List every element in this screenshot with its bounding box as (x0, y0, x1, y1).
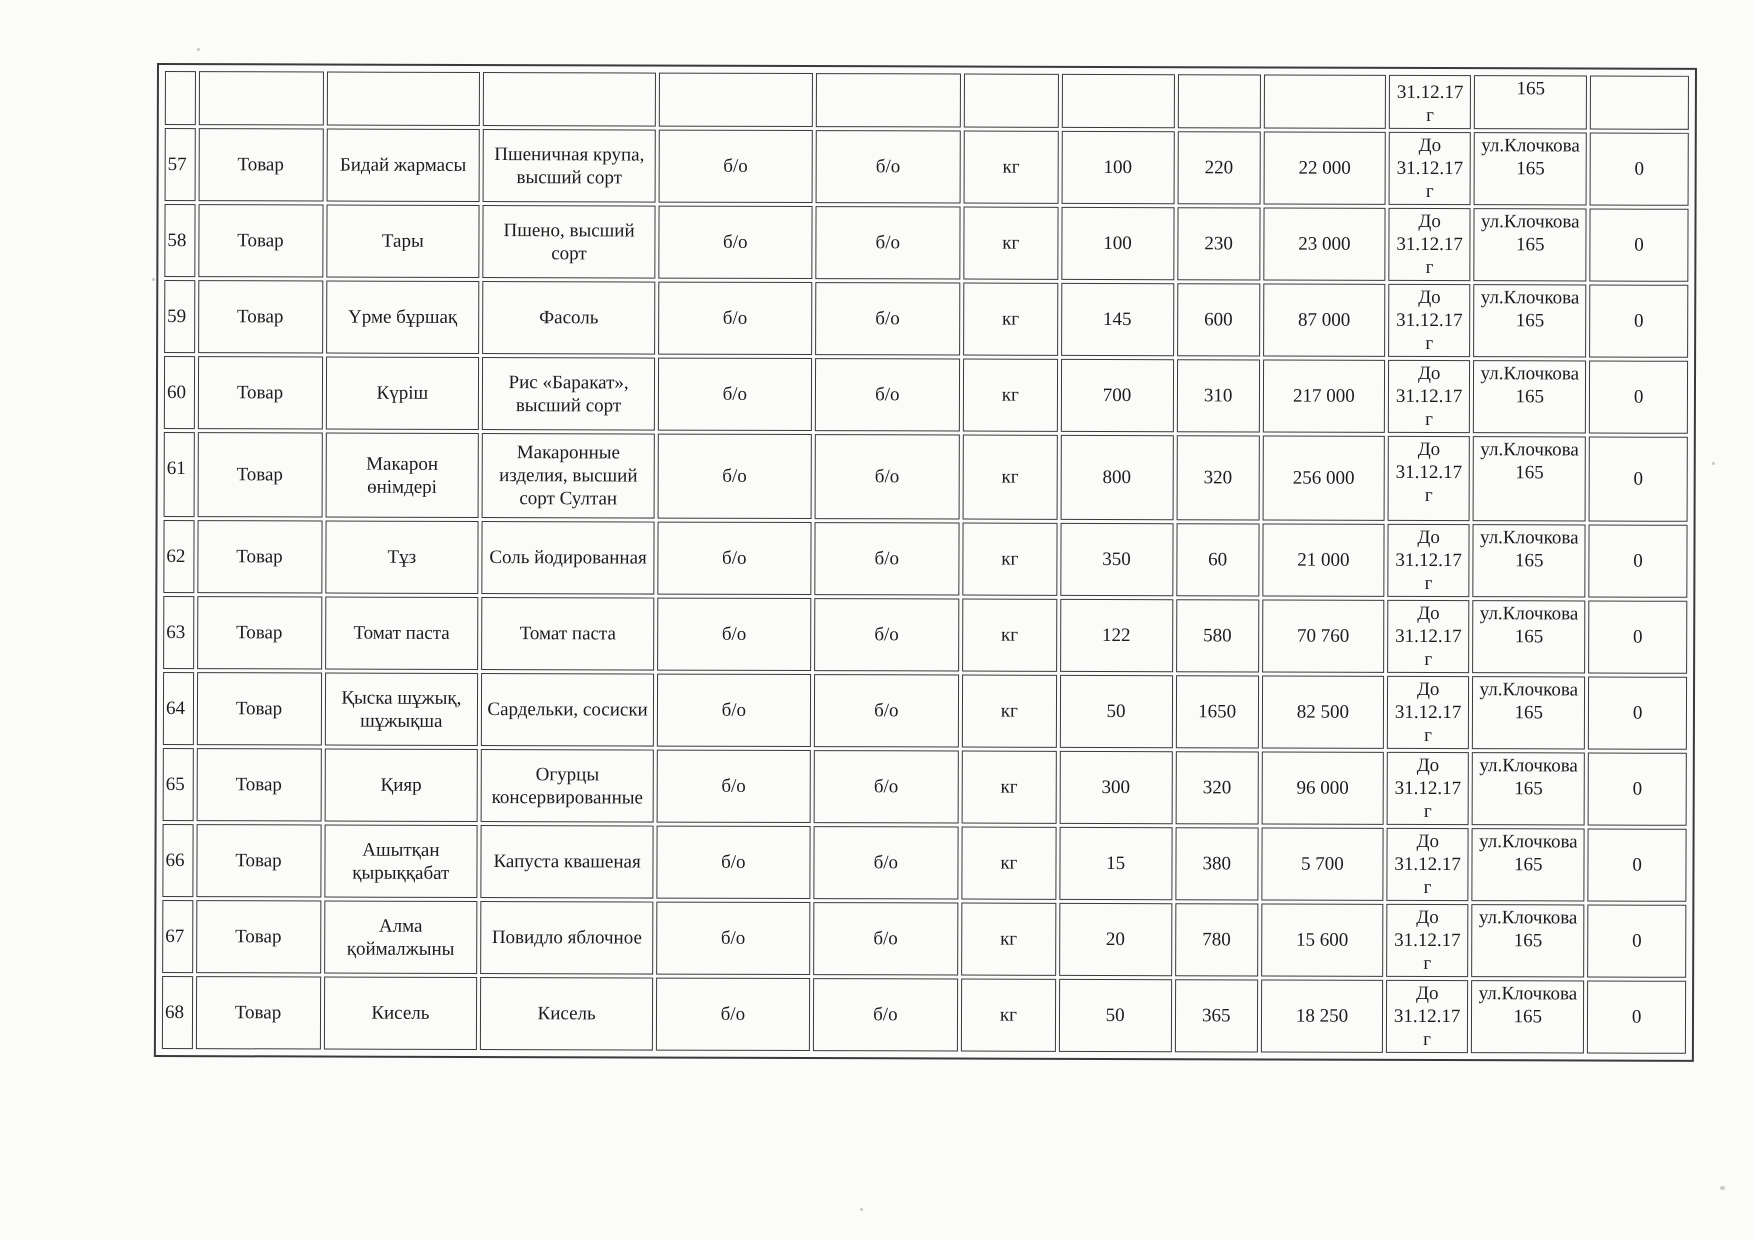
cell-unit-price: 60 (1176, 523, 1260, 596)
cell-quantity: 122 (1060, 599, 1173, 672)
cell-delivery-place-line: ул.Клочкова (1481, 211, 1580, 233)
cell-unit-price: 320 (1175, 751, 1259, 824)
scan-speck (197, 48, 200, 51)
cell-delivery-term (1387, 600, 1470, 673)
cell-delivery-place-line: ул.Клочкова (1481, 135, 1580, 157)
procurement-table (159, 68, 1692, 1057)
cell-name-russian-line: Сардельки, сосиски (487, 699, 648, 721)
cell-delivery-place-line: 165 (1513, 930, 1543, 952)
cell-name-kazakh-line: қырыққабат (352, 862, 450, 884)
cell-quantity: 300 (1059, 751, 1172, 824)
cell-row-number: 68 (162, 976, 193, 1049)
cell-name-russian (482, 357, 655, 431)
cell-delivery-place-line: 165 (1514, 626, 1544, 648)
cell-extra-characteristic: б/о (813, 750, 959, 823)
cell-name-kazakh-line: Алма (378, 915, 423, 937)
table-body (162, 71, 1689, 1054)
cell-quantity: 20 (1059, 903, 1172, 976)
cell-delivery-term-line: г (1423, 1028, 1432, 1051)
cell-item-type: Товар (198, 204, 323, 277)
cell-total-sum: 87 000 (1263, 283, 1385, 356)
cell-delivery-term-line: г (1425, 332, 1434, 355)
cell-name-russian-line: высший сорт (515, 394, 622, 416)
cell-name-kazakh-line: Макарон (366, 453, 439, 475)
cell-unit: кг (962, 675, 1057, 748)
cell-unit: кг (963, 283, 1058, 356)
cell-name-russian-line: Макаронные (516, 442, 621, 464)
cell-delivery-term-line: 31.12.17 (1395, 385, 1463, 408)
cell-row-number: 60 (164, 356, 195, 429)
cell-name-russian-line: изделия, высший (499, 465, 638, 487)
cell-delivery-term (1388, 360, 1471, 433)
cell-delivery-term-line: До (1418, 134, 1442, 157)
cell-total-sum: 82 500 (1262, 675, 1384, 748)
cell-advance-payment: 0 (1587, 980, 1686, 1053)
cell-extra-characteristic: б/о (814, 598, 960, 671)
table-row (164, 432, 1688, 522)
cell-delivery-term-line: До (1416, 678, 1440, 701)
cell-unit-price: 365 (1174, 979, 1258, 1052)
cell-extra-characteristic: б/о (815, 206, 961, 279)
cell-delivery-place-line: 165 (1513, 1006, 1543, 1028)
cell-delivery-term-line: 31.12.17 (1394, 777, 1462, 800)
cell-unit: кг (961, 979, 1056, 1052)
cell-characteristic: б/о (657, 750, 811, 823)
scan-speck (1720, 1186, 1725, 1190)
cell-row-number: 66 (162, 824, 193, 897)
cell-name-kazakh-line: қоймалжыны (346, 938, 455, 960)
cell-extra-characteristic: б/о (813, 902, 959, 975)
cell-delivery-place (1472, 828, 1585, 901)
cell-empty (1177, 74, 1261, 128)
cell-name-russian (481, 597, 654, 671)
cell-empty (483, 72, 656, 127)
cell-advance-payment: 0 (1588, 601, 1687, 674)
cell-quantity: 100 (1061, 131, 1174, 204)
cell-delivery-term (1387, 676, 1470, 749)
cell-delivery-term-line: г (1425, 180, 1434, 203)
cell-delivery-term-line: г (1424, 484, 1433, 507)
cell-delivery-term-line: До (1417, 526, 1440, 549)
cell-delivery-place (1473, 284, 1586, 357)
cell-delivery-place (1471, 980, 1584, 1053)
cell-total-sum: 217 000 (1263, 359, 1385, 432)
cell-delivery-place (1474, 75, 1587, 129)
cell-name-russian (481, 825, 654, 899)
cell-empty (815, 73, 961, 127)
cell-characteristic: б/о (659, 130, 813, 203)
cell-total-sum: 70 760 (1262, 599, 1384, 672)
table-row (164, 280, 1688, 358)
cell-item-type: Товар (198, 128, 323, 201)
cell-extra-characteristic: б/о (813, 826, 959, 899)
cell-delivery-term-line: До (1416, 906, 1439, 929)
cell-name-russian-line: Кисель (537, 1003, 596, 1025)
cell-delivery-term-line: г (1425, 256, 1434, 279)
cell-delivery-place (1474, 132, 1587, 205)
cell-name-russian (480, 977, 653, 1051)
cell-name-kazakh (325, 357, 479, 430)
cell-advance-payment: 0 (1588, 752, 1687, 825)
cell-delivery-place-line: 165 (1516, 158, 1545, 180)
cell-name-russian (481, 673, 654, 747)
cell-delivery-place-line: ул.Клочкова (1480, 527, 1579, 549)
cell-unit-price: 320 (1176, 435, 1260, 520)
cell-delivery-place (1474, 208, 1587, 281)
cell-name-kazakh-line: Кисель (371, 1002, 430, 1024)
cell-delivery-place (1472, 676, 1585, 749)
cell-quantity: 50 (1059, 979, 1172, 1052)
cell-delivery-place-line: ул.Клочкова (1480, 439, 1579, 461)
cell-characteristic: б/о (658, 206, 812, 279)
cell-item-type: Товар (196, 672, 321, 745)
cell-delivery-place-line: ул.Клочкова (1479, 831, 1578, 853)
cell-name-kazakh (324, 825, 478, 898)
cell-row-number: 59 (164, 280, 195, 353)
cell-unit: кг (963, 435, 1058, 520)
cell-name-russian (482, 433, 655, 519)
cell-delivery-place-line: 165 (1515, 386, 1545, 408)
cell-name-russian-line: сорт (551, 242, 587, 264)
cell-name-kazakh (325, 521, 479, 594)
cell-delivery-term-line: До (1417, 362, 1441, 385)
cell-name-russian-line: Фасоль (539, 307, 599, 329)
cell-delivery-term-line: 31.12.17 (1395, 549, 1462, 572)
cell-name-kazakh-line: өнімдері (367, 476, 438, 498)
cell-name-russian-line: Соль йодированная (489, 547, 647, 569)
cell-item-type: Товар (197, 596, 322, 669)
cell-delivery-term-line: г (1425, 408, 1433, 431)
cell-extra-characteristic: б/о (815, 282, 961, 355)
cell-unit: кг (963, 207, 1058, 280)
cell-delivery-term-line: г (1424, 724, 1432, 747)
cell-name-kazakh-line: Қияр (380, 774, 422, 796)
cell-total-sum: 18 250 (1261, 979, 1383, 1052)
cell-unit-price: 1650 (1175, 675, 1259, 748)
term-line: 31.12.17 (1396, 81, 1464, 104)
table-row (163, 672, 1687, 750)
cell-advance-payment: 0 (1589, 525, 1688, 598)
cell-extra-characteristic: б/о (813, 978, 959, 1051)
cell-empty (1590, 76, 1689, 130)
cell-name-kazakh (326, 205, 480, 278)
cell-row-number: 62 (163, 520, 194, 593)
cell-name-russian-line: Пшеничная крупа, (494, 143, 645, 166)
cell-name-russian-line: Томат паста (519, 623, 616, 645)
cell-advance-payment: 0 (1588, 828, 1687, 901)
table-row (162, 900, 1686, 978)
cell-extra-characteristic: б/о (815, 130, 961, 203)
cell-advance-payment: 0 (1589, 361, 1688, 434)
cell-item-type: Товар (197, 356, 322, 429)
cell-name-russian-line: Пшено, высший (503, 219, 635, 242)
cell-delivery-term-line: 31.12.17 (1396, 233, 1463, 256)
cell-delivery-place (1473, 524, 1586, 597)
cell-row-number: 67 (162, 900, 193, 973)
cell-empty (1061, 74, 1174, 128)
cell-total-sum: 256 000 (1263, 435, 1385, 520)
cell-name-russian (480, 901, 653, 975)
cell-name-russian (481, 749, 654, 823)
cell-name-kazakh (325, 433, 479, 518)
cell-delivery-term-line: До (1417, 438, 1441, 461)
table-row-continuation (165, 71, 1689, 130)
cell-advance-payment: 0 (1589, 437, 1688, 522)
cell-name-kazakh (324, 749, 478, 822)
cell-unit-price: 580 (1176, 599, 1260, 672)
cell-delivery-term-line: 31.12.17 (1396, 309, 1463, 332)
cell-name-russian-line: сорт Султан (519, 488, 618, 510)
cell-name-kazakh-line: Бидай жармасы (339, 154, 467, 176)
cell-delivery-place-line: 165 (1514, 854, 1543, 876)
cell-empty (659, 73, 813, 127)
cell-unit-price: 600 (1177, 283, 1261, 356)
cell-delivery-place-line: ул.Клочкова (1478, 983, 1578, 1005)
cell-quantity: 700 (1061, 359, 1174, 432)
cell-quantity: 350 (1060, 523, 1173, 596)
cell-empty (326, 72, 480, 126)
cell-row-number: 65 (163, 748, 194, 821)
cell-name-kazakh (323, 977, 477, 1050)
cell-extra-characteristic: б/о (813, 674, 959, 747)
cell-total-sum: 15 600 (1261, 903, 1383, 976)
cell-delivery-place-line: ул.Клочкова (1480, 363, 1580, 385)
cell-extra-characteristic: б/о (814, 522, 960, 595)
cell-delivery-term (1388, 284, 1471, 357)
cell-unit-price: 380 (1175, 827, 1259, 900)
cell-delivery-term-line: 31.12.17 (1394, 701, 1462, 724)
cell-delivery-place-line: 165 (1514, 778, 1543, 800)
cell-item-type: Товар (195, 976, 320, 1049)
cell-name-russian (483, 129, 656, 203)
scan-speck (152, 278, 155, 281)
cell-item-type: Товар (196, 900, 321, 973)
cell-advance-payment: 0 (1589, 285, 1688, 358)
cell-item-type: Товар (197, 520, 322, 593)
cell-delivery-term-line: г (1423, 876, 1432, 899)
cell-name-kazakh-line: Күріш (376, 382, 429, 404)
cell-total-sum: 5 700 (1261, 827, 1383, 900)
cell-advance-payment: 0 (1590, 209, 1689, 282)
cell-unit-price: 780 (1175, 903, 1259, 976)
cell-delivery-term (1386, 980, 1469, 1053)
cell-row-number: 63 (163, 596, 194, 669)
cell-empty (964, 74, 1059, 128)
cell-unit: кг (962, 599, 1057, 672)
cell-delivery-term (1387, 752, 1470, 825)
cell-delivery-term-line: 31.12.17 (1393, 1005, 1461, 1028)
cell-item-type: Товар (196, 824, 321, 897)
cell-delivery-term (1389, 75, 1472, 129)
cell-name-russian (482, 205, 655, 279)
cell-delivery-term-line: До (1418, 286, 1441, 309)
cell-unit: кг (964, 131, 1059, 204)
cell-name-russian-line: консервированные (491, 786, 644, 809)
cell-delivery-term-line: г (1424, 648, 1433, 671)
cell-item-type: Товар (197, 432, 322, 517)
cell-advance-payment: 0 (1587, 904, 1686, 977)
place-line: 165 (1516, 78, 1546, 100)
cell-advance-payment: 0 (1588, 676, 1687, 749)
cell-name-kazakh-line: Қыска шұжық, (341, 687, 462, 709)
document-sheet (154, 63, 1697, 1062)
cell-row-number: 58 (164, 204, 195, 277)
table-row (162, 976, 1686, 1054)
cell-delivery-place (1472, 600, 1585, 673)
cell-unit: кг (961, 903, 1056, 976)
cell-empty (165, 71, 196, 125)
cell-name-kazakh (325, 597, 479, 670)
cell-name-kazakh (326, 281, 480, 354)
cell-quantity: 50 (1060, 675, 1173, 748)
cell-name-kazakh-line: Ашытқан (362, 839, 440, 861)
cell-delivery-term-line: г (1423, 800, 1432, 823)
cell-delivery-place-line: 165 (1515, 462, 1544, 484)
cell-name-kazakh-line: Тұз (387, 546, 417, 568)
cell-row-number: 64 (163, 672, 194, 745)
cell-name-russian-line: Огурцы (535, 763, 600, 785)
term-line: г (1426, 104, 1434, 127)
cell-delivery-term-line: 31.12.17 (1396, 157, 1464, 180)
table-row (163, 596, 1687, 674)
cell-unit: кг (962, 751, 1057, 824)
cell-characteristic: б/о (656, 902, 810, 975)
scan-speck (860, 1208, 863, 1211)
cell-quantity: 15 (1059, 827, 1172, 900)
cell-total-sum: 22 000 (1263, 131, 1385, 204)
cell-characteristic: б/о (657, 674, 811, 747)
cell-delivery-place-line: 165 (1515, 310, 1545, 332)
cell-delivery-term-line: До (1415, 982, 1439, 1005)
cell-quantity: 100 (1061, 207, 1174, 280)
cell-delivery-place-line: ул.Клочкова (1479, 755, 1578, 777)
cell-quantity: 800 (1060, 435, 1173, 520)
cell-unit: кг (963, 359, 1058, 432)
cell-name-kazakh-line: шұжықша (360, 710, 443, 732)
cell-row-number: 61 (164, 432, 195, 517)
cell-delivery-place (1471, 904, 1584, 977)
cell-delivery-term (1388, 208, 1471, 281)
cell-name-russian-line: высший сорт (516, 166, 622, 188)
cell-name-kazakh-line: Томат паста (353, 622, 450, 644)
cell-name-kazakh-line: Үрме бұршақ (347, 306, 458, 328)
cell-delivery-place-line: ул.Клочкова (1480, 287, 1580, 309)
cell-unit-price: 230 (1177, 207, 1261, 280)
cell-name-kazakh (324, 901, 478, 974)
cell-name-kazakh (326, 129, 480, 202)
cell-name-russian-line: Рис «Баракат», (508, 371, 629, 393)
cell-total-sum: 96 000 (1262, 751, 1384, 824)
cell-delivery-term-line: 31.12.17 (1395, 461, 1463, 484)
cell-delivery-place (1473, 436, 1586, 521)
cell-delivery-term-line: г (1423, 952, 1432, 975)
cell-delivery-term-line: До (1418, 210, 1441, 233)
cell-delivery-term (1388, 436, 1471, 521)
scan-speck (1712, 462, 1715, 465)
cell-item-type: Товар (198, 280, 323, 353)
cell-name-russian (482, 281, 655, 355)
cell-name-russian-line: Повидло яблочное (491, 927, 642, 949)
cell-delivery-term-line: До (1417, 602, 1440, 625)
cell-characteristic: б/о (658, 434, 812, 519)
cell-delivery-term (1386, 828, 1469, 901)
cell-delivery-term-line: 31.12.17 (1394, 929, 1461, 952)
cell-advance-payment: 0 (1590, 133, 1689, 206)
cell-characteristic: б/о (657, 598, 811, 671)
cell-characteristic: б/о (656, 978, 810, 1051)
table-row (164, 204, 1688, 282)
table-row (165, 128, 1689, 206)
table-row (164, 356, 1688, 434)
cell-name-russian-line: Капуста квашеная (493, 851, 641, 873)
cell-unit: кг (962, 523, 1057, 596)
cell-row-number: 57 (165, 128, 196, 201)
cell-delivery-term-line: г (1424, 572, 1433, 595)
cell-delivery-place (1472, 752, 1585, 825)
cell-item-type: Товар (196, 748, 321, 821)
cell-extra-characteristic: б/о (814, 358, 960, 431)
cell-characteristic: б/о (658, 358, 812, 431)
cell-total-sum: 21 000 (1262, 523, 1384, 596)
cell-delivery-place (1473, 360, 1586, 433)
cell-unit-price: 220 (1177, 131, 1261, 204)
cell-delivery-term-line: 31.12.17 (1395, 625, 1462, 648)
cell-delivery-place-line: 165 (1514, 550, 1544, 572)
cell-delivery-term-line: До (1416, 754, 1440, 777)
cell-delivery-term (1387, 524, 1470, 597)
cell-delivery-place-line: ул.Клочкова (1478, 907, 1578, 929)
cell-name-russian (482, 521, 655, 595)
cell-delivery-term-line: 31.12.17 (1394, 853, 1461, 876)
cell-delivery-term (1389, 132, 1472, 205)
cell-characteristic: б/о (656, 826, 810, 899)
cell-characteristic: б/о (657, 522, 811, 595)
cell-unit: кг (961, 827, 1056, 900)
cell-extra-characteristic: б/о (814, 434, 960, 519)
cell-delivery-place-line: 165 (1515, 234, 1545, 256)
cell-delivery-place-line: 165 (1514, 702, 1544, 724)
cell-delivery-place-line: ул.Клочкова (1479, 679, 1579, 701)
cell-delivery-term-line: До (1416, 830, 1439, 853)
cell-characteristic: б/о (658, 282, 812, 355)
cell-name-kazakh (324, 673, 478, 746)
cell-empty (1264, 74, 1386, 128)
table-row (162, 824, 1686, 902)
cell-unit-price: 310 (1176, 359, 1260, 432)
table-row (163, 520, 1687, 598)
table-row (163, 748, 1687, 826)
cell-delivery-place-line: ул.Клочкова (1479, 603, 1579, 625)
cell-empty (198, 71, 323, 125)
cell-name-kazakh-line: Тары (381, 230, 424, 252)
cell-quantity: 145 (1061, 283, 1174, 356)
cell-delivery-term (1386, 904, 1469, 977)
cell-total-sum: 23 000 (1263, 207, 1385, 280)
